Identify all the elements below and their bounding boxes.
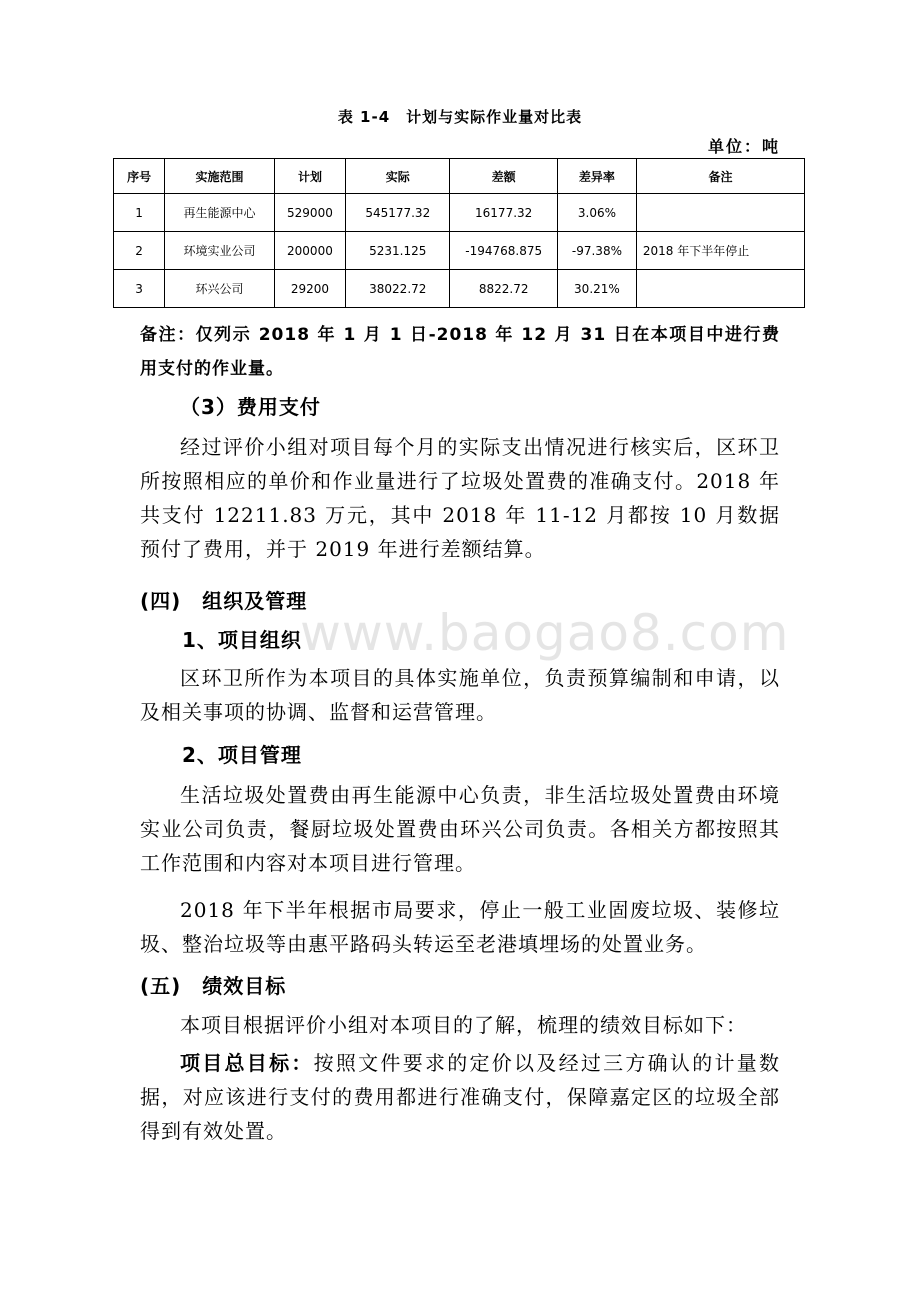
table-cell: 5231.125 [346,232,450,270]
table-cell: -194768.875 [450,232,558,270]
section-5-heading: (五) 绩效目标 [140,974,287,998]
header-cell: 备注 [636,159,804,194]
table-cell: 38022.72 [346,270,450,308]
header-cell: 差额 [450,159,558,194]
goal-text: 按照文件要求的定价以及经过三方确认的计量数据，对应该进行支付的费用都进行准确支付，保障嘉定区的垃圾全部得到有效处置。 [140,1051,781,1143]
section-3-paragraph: 经过评价小组对项目每个月的实际支出情况进行核实后，区环卫所按照相应的单价和作业量进行了垃圾处置费的准确支付。2018 年共支付 12211.83 万元，其中 2018 年 11-12 月都按 10 月数据预付了费用，并于 2019 年进行差额结算。 [140,435,780,561]
header-cell: 差异率 [557,159,636,194]
header-cell: 序号 [114,159,165,194]
table-cell: 529000 [274,194,345,232]
watermark: www.baogao8.com [300,604,790,662]
section-5-goal [140,1046,780,1148]
header-cell: 实际 [346,159,450,194]
table-cell: 3 [114,270,165,308]
table-cell: 再生能源中心 [165,194,274,232]
table-cell: 2018 年下半年停止 [636,232,804,270]
section-4-paragraph-3: 2018 年下半年根据市局要求，停止一般工业固废垃圾、装修垃圾、整治垃圾等由惠平路码头转运至老港填埋场的处置业务。 [140,898,780,956]
section-4-heading: (四) 组织及管理 [140,589,308,613]
table-cell: 30.21% [557,270,636,308]
table-cell: 29200 [274,270,345,308]
section-4-sub1-heading: 1、项目组织 [182,628,302,652]
table-cell: -97.38% [557,232,636,270]
comparison-table [113,158,805,308]
table-cell: 1 [114,194,165,232]
table-row [114,232,805,270]
table-header-row [114,159,805,194]
table-caption: 表 1-4 计划与实际作业量对比表 [337,108,583,126]
section-3-heading: （3）费用支付 [180,395,321,419]
header-cell: 计划 [274,159,345,194]
table-row [114,270,805,308]
section-5-paragraph-1: 本项目根据评价小组对本项目的了解，梳理的绩效目标如下： [180,1013,747,1037]
table-cell: 环兴公司 [165,270,274,308]
table-cell: 8822.72 [450,270,558,308]
table-cell: 3.06% [557,194,636,232]
table-cell: 545177.32 [346,194,450,232]
table-cell: 环境实业公司 [165,232,274,270]
section-4-sub2-heading: 2、项目管理 [182,743,302,767]
table-cell [636,270,804,308]
header-cell: 实施范围 [165,159,274,194]
table-cell [636,194,804,232]
table-row [114,194,805,232]
table-cell: 200000 [274,232,345,270]
section-4-paragraph-2: 生活垃圾处置费由再生能源中心负责，非生活垃圾处置费由环境实业公司负责，餐厨垃圾处置费由环兴公司负责。各相关方都按照其工作范围和内容对本项目进行管理。 [140,783,780,875]
goal-label: 项目总目标： [180,1051,314,1075]
table-cell: 2 [114,232,165,270]
table-unit: 单位：吨 [707,137,780,156]
section-4-paragraph-1: 区环卫所作为本项目的具体实施单位，负责预算编制和申请，以及相关事项的协调、监督和运营管理。 [140,666,780,724]
table-remark: 备注：仅列示 2018 年 1 月 1 日-2018 年 12 月 31 日在本项目中进行费用支付的作业量。 [140,325,780,379]
table-cell: 16177.32 [450,194,558,232]
